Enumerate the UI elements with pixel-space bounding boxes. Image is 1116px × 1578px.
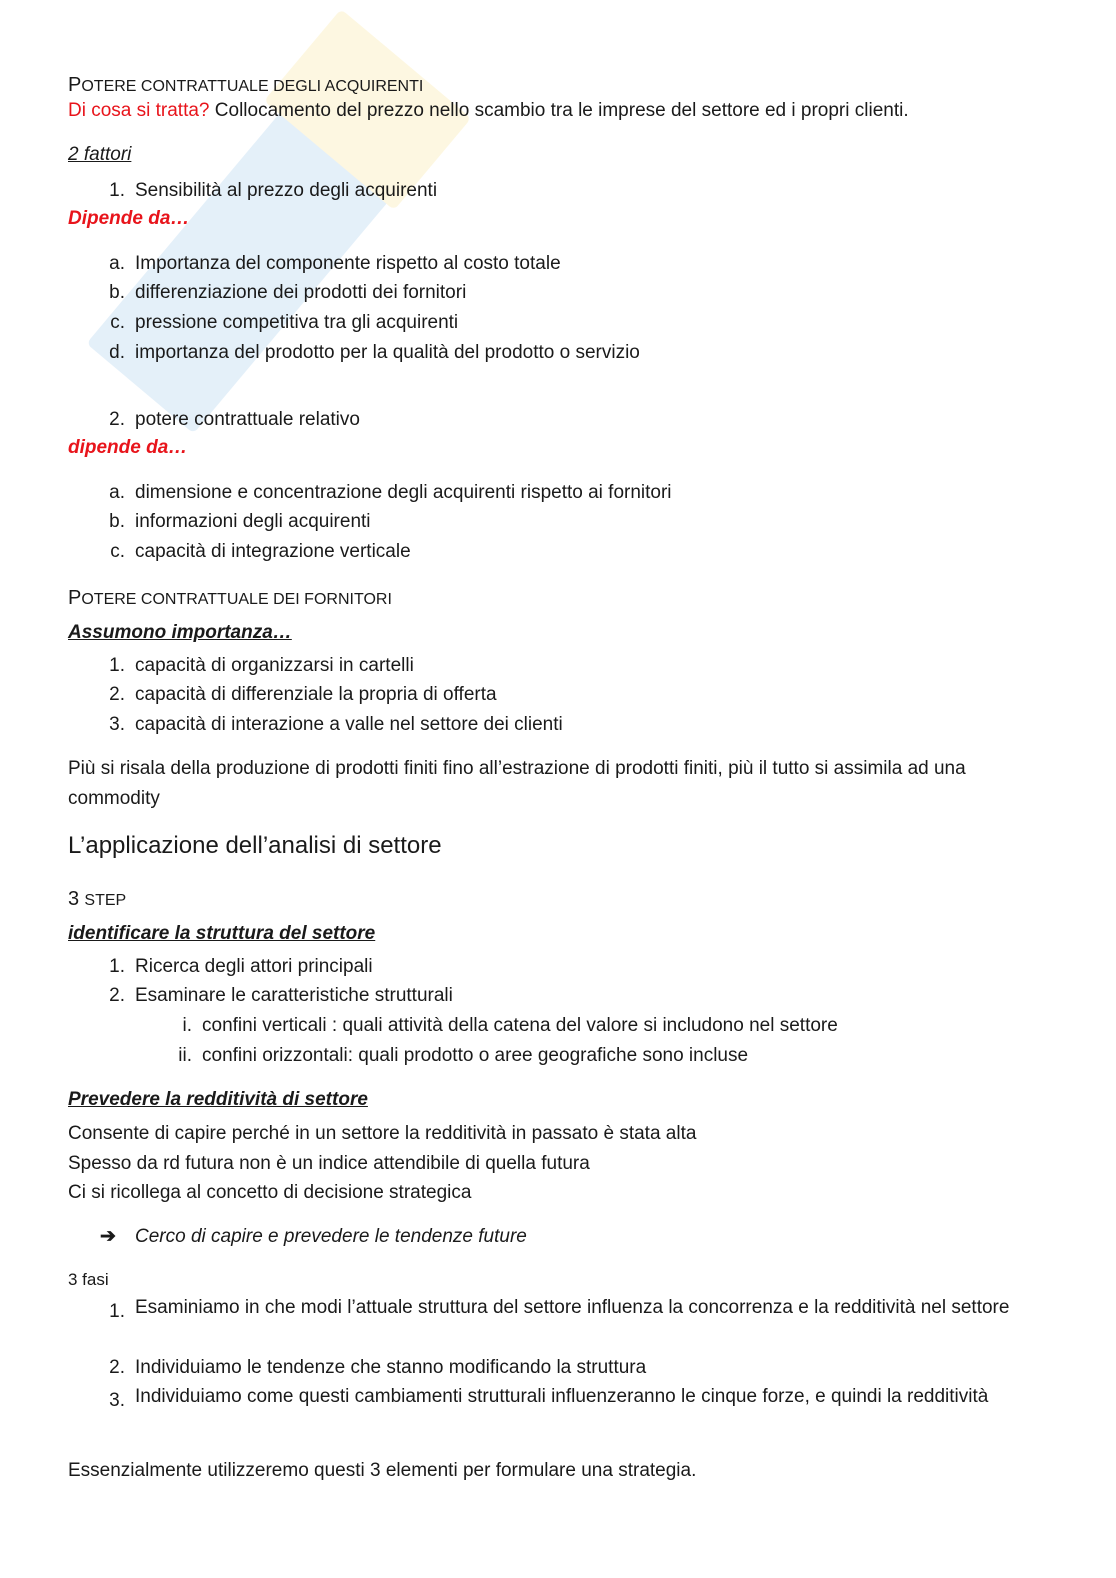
- arrow-item: [100, 1226, 116, 1248]
- list-item: b. informazioni degli acquirenti: [109, 511, 371, 532]
- list-item: a. Importanza del componente rispetto al costo totale: [109, 253, 561, 274]
- steps-heading: 3 STEP: [68, 888, 127, 910]
- factor-1-depends-label: Dipende da…: [68, 208, 190, 229]
- factor-2-depends-label: dipende da…: [68, 437, 188, 458]
- conclusion: Essenzialmente utilizzeremo questi 3 elementi per formulare una strategia.: [68, 1460, 697, 1481]
- list-item: 3. capacità di interazione a valle nel settore dei clienti: [109, 714, 563, 735]
- suppliers-power-title: POTERE CONTRATTUALE DEI FORNITORI: [68, 587, 392, 609]
- list-item: 2. Individuiamo le tendenze che stanno modificando la struttura: [109, 1357, 647, 1378]
- profit-line: Consente di capire perché in un settore la redditività in passato è stata alta: [68, 1123, 697, 1144]
- phase-text: Individuiamo come questi cambiamenti strutturali influenzeranno le cinque forze, e quindi la redditività: [135, 1386, 989, 1407]
- phases-heading: 3 fasi: [68, 1270, 109, 1289]
- arrow-right-icon: ➔: [100, 1226, 116, 1247]
- factor-2-label: 2. potere contrattuale relativo: [109, 409, 360, 430]
- profit-line: Ci si ricollega al concetto di decisione strategica: [68, 1182, 472, 1203]
- factor-1-label: 1. Sensibilità al prezzo degli acquirenti: [109, 180, 438, 201]
- list-item: c. pressione competitiva tra gli acquirenti: [110, 312, 459, 333]
- list-item: 2. Esaminare le caratteristiche strutturali: [109, 985, 453, 1006]
- suppliers-note: Più si risala della produzione di prodotti finiti fino all’estrazione di prodotti finiti, più il tutto si assimila ad una commodity: [68, 758, 966, 809]
- document-page: POTERE CONTRATTUALE DEGLI ACQUIRENTI Di cosa si tratta? Collocamento del prezzo nello scambio tra le imprese del settore ed i propri clienti. 2 fattori 1. Sensibilità al prezzo degli acquirenti Dipende da… a. Importanza del componente rispetto al costo totale b. differenziazione dei prodotti dei fornitori c. pressione competitiva tra gli acquirenti d. importanza del prodotto per la qualità del prodotto o servizio 2. potere contrattuale relativo dipende da… a. dimensione e concentrazione degli acquirenti rispetto ai fornitori b. informazioni degli acquirenti c. capacità di integrazione verticale POTERE CONTRATTUALE DEI FORNITORI Assumono importanza… 1. capacità di organizzarsi in cartelli 2. capacità di differenziale la propria di offerta 3. capacità di interazione a valle nel settore dei clienti Più si risala della produzione di prodotti finiti fino all’estrazione di prodotti finiti, più il tutto si assimila ad una commodity L’applicazione dell’analisi di settore 3 STEP identificare la struttura del settore 1. Ricerca degli attori principali 2. Esaminare le caratteristiche strutturali i. confini verticali : quali attività della catena del valore si includono nel settore ii. confini orizzontali: quali prodotto o aree geografiche sono incluse Prevedere la redditività di settore Consente di capire perché in un settore la redditività in passato è stata alta Spesso da rd futura non è un indice attendibile di quella futura Ci si ricollega al concetto di decisione strategica ➔ Cerco di capire e prevedere le tendenze future 3 fasi 1. Esaminiamo in che modi l’attuale struttura del settore influenza la concorrenza e la redditività nel settore 2. Individuiamo le tendenze che stanno modificando la struttura 3. Individuiamo come questi cambiamenti strutturali influenzeranno le cinque forze, e quindi la redditività Essenzialmente utilizzeremo questi 3 elementi per formulare una strategia.: [0, 0, 1116, 1578]
- list-item: 1. capacità di organizzarsi in cartelli: [109, 655, 414, 676]
- suppliers-subheading: Assumono importanza…: [68, 622, 292, 643]
- list-item: 1. Ricerca degli attori principali: [109, 956, 373, 977]
- structure-heading: identificare la struttura del settore: [68, 923, 376, 944]
- buyers-power-title: POTERE CONTRATTUALE DEGLI ACQUIRENTI: [68, 74, 424, 96]
- analysis-heading: L’applicazione dell’analisi di settore: [68, 832, 442, 859]
- profit-line: Spesso da rd futura non è un indice attendibile di quella futura: [68, 1153, 590, 1174]
- list-item: b. differenziazione dei prodotti dei fornitori: [109, 282, 467, 303]
- list-item: 2. capacità di differenziale la propria di offerta: [109, 684, 497, 705]
- arrow-item-text: Cerco di capire e prevedere le tendenze future: [135, 1226, 527, 1247]
- sub-list-item: i. confini verticali : quali attività della catena del valore si includono nel settore: [182, 1015, 838, 1036]
- sub-list-item: ii. confini orizzontali: quali prodotto o aree geografiche sono incluse: [178, 1045, 749, 1066]
- list-item: c. capacità di integrazione verticale: [110, 541, 411, 562]
- buyers-definition: Di cosa si tratta? Collocamento del prezzo nello scambio tra le imprese del settore ed i propri clienti.: [68, 100, 909, 121]
- list-item: a. dimensione e concentrazione degli acquirenti rispetto ai fornitori: [109, 482, 672, 503]
- factors-heading: 2 fattori: [68, 144, 132, 165]
- list-item: d. importanza del prodotto per la qualità del prodotto o servizio: [109, 342, 640, 363]
- phase-text: Esaminiamo in che modi l’attuale struttura del settore influenza la concorrenza e la redditività nel settore: [135, 1297, 1010, 1318]
- profit-heading: Prevedere la redditività di settore: [68, 1089, 368, 1110]
- question-label: Di cosa si tratta?: [68, 100, 210, 121]
